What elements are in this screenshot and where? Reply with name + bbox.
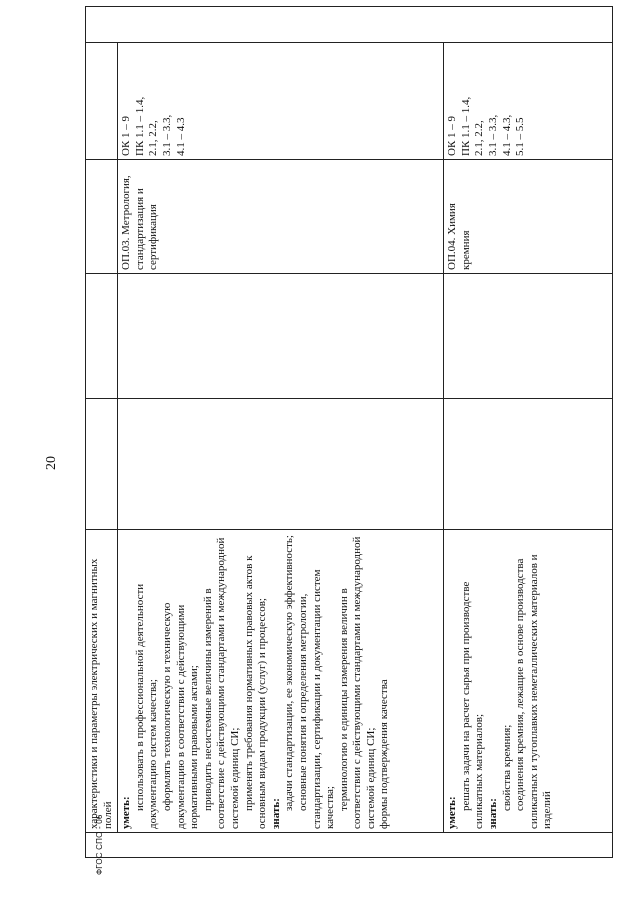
competency-code: 2.1, 2.2, bbox=[473, 120, 486, 156]
competency-code: ПК 1.1 – 1.4, bbox=[133, 96, 146, 156]
knowledge-item: соединения кремния, лежащие в основе производства силикатных и тугоплавких неметаллических материалов и изделий bbox=[514, 554, 554, 829]
top-row-cell bbox=[86, 399, 118, 530]
empty-cell bbox=[444, 399, 613, 530]
competency-table bbox=[85, 56, 613, 858]
knowledge-heading: знать: bbox=[486, 798, 499, 829]
requirements-cell bbox=[444, 530, 613, 833]
competency-code: 5.1 – 5.5 bbox=[514, 117, 527, 156]
discipline-cell: ОП.04. Химия кремния bbox=[444, 160, 613, 274]
skills-heading: уметь: bbox=[446, 796, 459, 829]
top-row-cell bbox=[86, 160, 118, 274]
competency-code: 3.1 – 3.3, bbox=[160, 114, 173, 156]
competencies-cell bbox=[444, 43, 613, 160]
knowledge-item: терминологию и единицы измерения величин в соответствии с действующими стандартами и международной системой единиц СИ; bbox=[337, 536, 377, 829]
knowledge-item: основные понятия и определения метрологии, стандартизации, сертификации и документации систем качества; bbox=[296, 569, 337, 829]
top-row-cell bbox=[86, 43, 118, 160]
skill-item: применять требования нормативных правовых актов к основным видам продукции (услуг) и процессов; bbox=[242, 555, 269, 829]
skill-item: оформлять технологическую и техническую документацию в соответствии с действующими нормативными правовыми актами; bbox=[160, 602, 201, 829]
blank-column-left bbox=[86, 833, 613, 858]
knowledge-heading: знать: bbox=[269, 798, 282, 829]
top-row-text: характеристики и параметры электрических и магнитных полей bbox=[86, 530, 118, 833]
requirements-cell bbox=[118, 530, 444, 833]
empty-cell bbox=[118, 274, 444, 399]
competencies-cell bbox=[118, 43, 444, 160]
competency-code: 4.1 – 4.3, bbox=[500, 114, 513, 156]
competency-code: 4.1 – 4.3 bbox=[174, 117, 187, 156]
discipline-cell: ОП.03. Метрология, стандартизация и сертификация bbox=[118, 160, 444, 274]
skill-item: решать задачи на расчет сырья при производстве силикатных материалов; bbox=[459, 581, 486, 829]
page-number: 20 bbox=[44, 456, 59, 470]
empty-cell bbox=[118, 399, 444, 530]
competency-code: 2.1, 2.2, bbox=[147, 120, 160, 156]
competency-code: 3.1 – 3.3, bbox=[486, 114, 499, 156]
competency-code: ОК 1 – 9 bbox=[446, 115, 459, 156]
skill-item: приводить несистемные величины измерений в соответствие с действующими стандартами и международной системой единиц СИ; bbox=[201, 537, 241, 829]
blank-column-right bbox=[86, 7, 613, 43]
knowledge-item: формы подтверждения качества bbox=[378, 679, 391, 829]
skill-item: использовать в профессиональной деятельности документацию систем качества; bbox=[133, 583, 160, 829]
knowledge-item: задачи стандартизации, ее экономическую эффективность; bbox=[283, 535, 296, 811]
knowledge-item: свойства кремния; bbox=[500, 724, 513, 811]
skills-heading: уметь: bbox=[120, 796, 133, 829]
footer-code: ФГОС СПО - 06 bbox=[95, 814, 104, 875]
competency-code: ПК 1.1 – 1.4, bbox=[459, 96, 472, 156]
competency-code: ОК 1 – 9 bbox=[120, 115, 133, 156]
empty-cell bbox=[444, 274, 613, 399]
top-row-cell bbox=[86, 274, 118, 399]
